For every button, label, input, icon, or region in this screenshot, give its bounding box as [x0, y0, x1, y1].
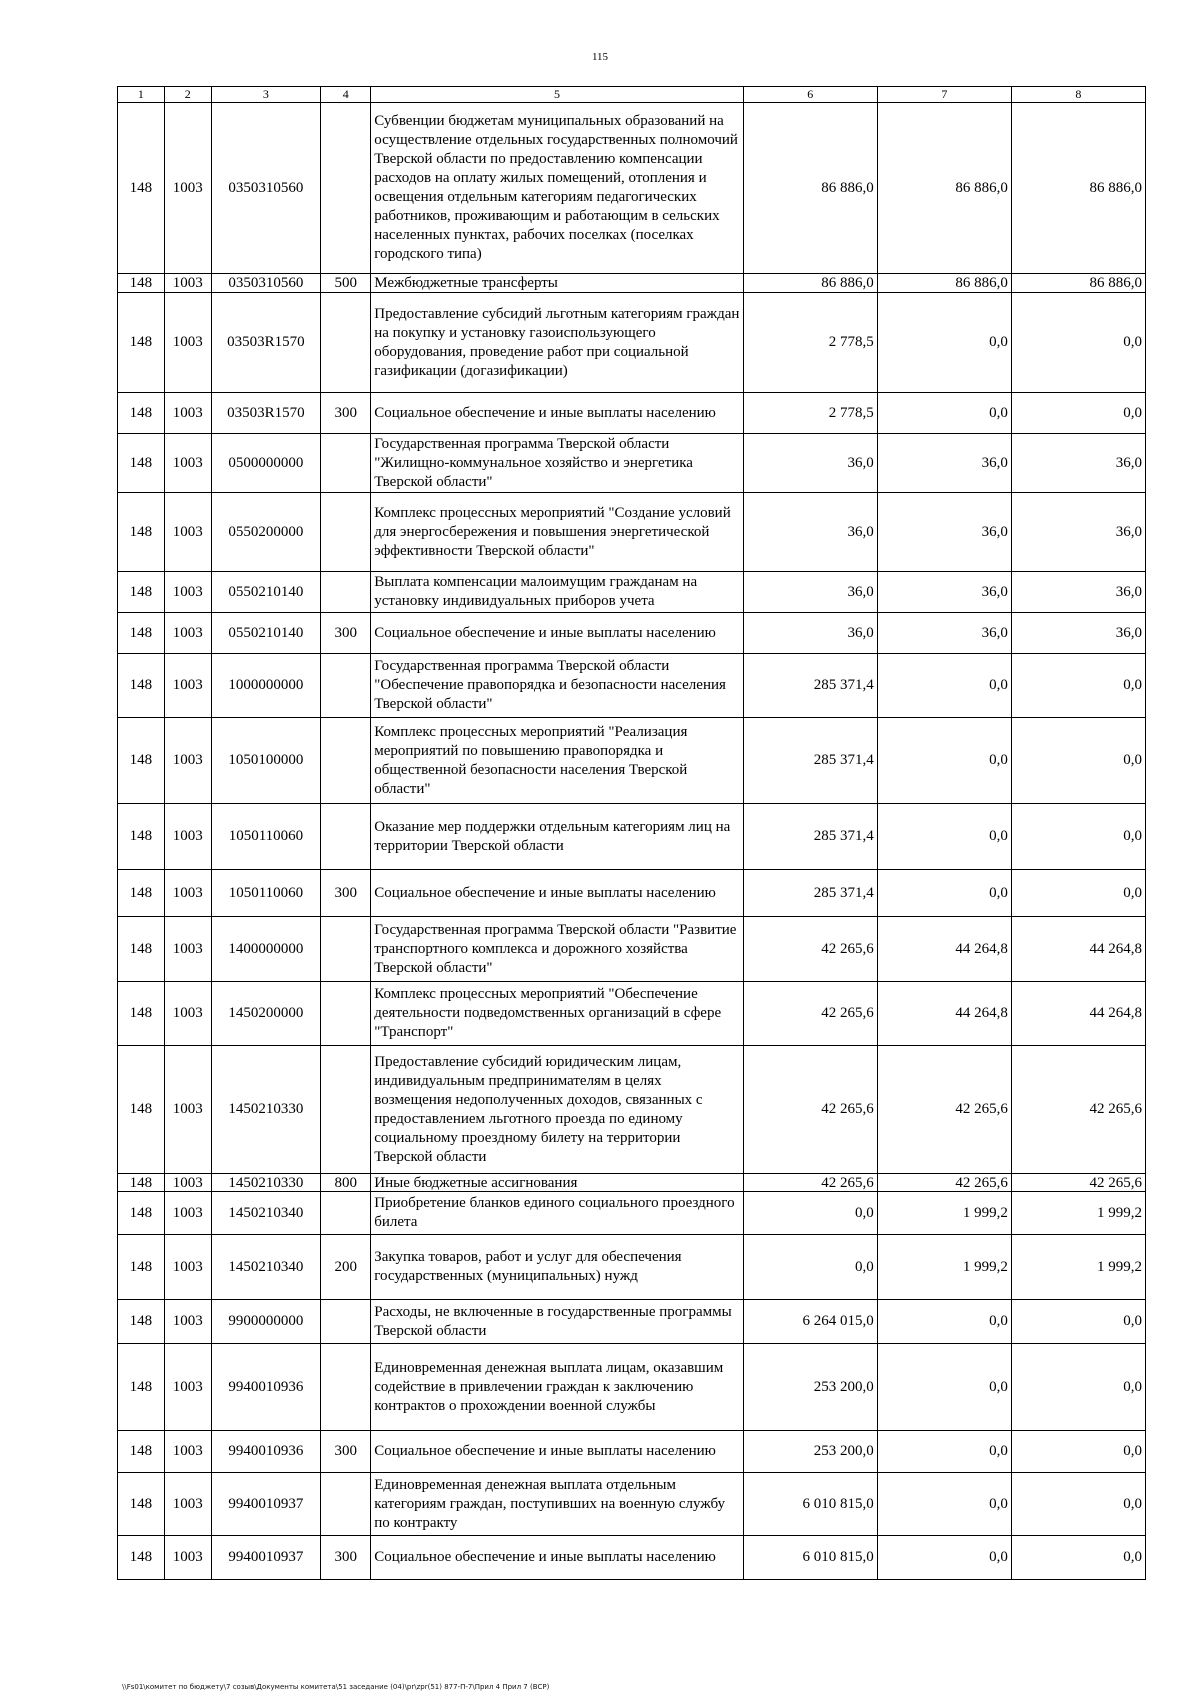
cell-amount-3: 86 886,0 [1011, 103, 1145, 274]
cell-amount-3: 0,0 [1011, 293, 1145, 393]
cell-amount-3: 0,0 [1011, 870, 1145, 917]
table-row [118, 1235, 1146, 1300]
cell-amount-2: 0,0 [877, 1300, 1011, 1344]
cell-description: Социальное обеспечение и иные выплаты населению [371, 1536, 743, 1580]
budget-table [117, 86, 1146, 1580]
cell-amount-2: 44 264,8 [877, 982, 1011, 1046]
cell-amount-1: 285 371,4 [743, 654, 877, 718]
cell-amount-1: 42 265,6 [743, 1046, 877, 1174]
cell-expense-type [321, 982, 371, 1046]
table-row [118, 654, 1146, 718]
cell-description: Единовременная денежная выплата лицам, оказавшим содействие в привлечении граждан к заключению контрактов о прохождении военной службы [371, 1344, 743, 1431]
cell-expense-type: 300 [321, 1536, 371, 1580]
table-row [118, 613, 1146, 654]
cell-target-article: 0550200000 [211, 493, 321, 572]
cell-target-article: 1450210340 [211, 1192, 321, 1235]
cell-description: Расходы, не включенные в государственные программы Тверской области [371, 1300, 743, 1344]
cell-ministry: 148 [118, 1235, 165, 1300]
cell-ministry: 148 [118, 1046, 165, 1174]
cell-amount-2: 0,0 [877, 804, 1011, 870]
cell-target-article: 1450210330 [211, 1046, 321, 1174]
cell-amount-1: 253 200,0 [743, 1344, 877, 1431]
cell-ministry: 148 [118, 718, 165, 804]
cell-amount-2: 1 999,2 [877, 1192, 1011, 1235]
cell-description: Иные бюджетные ассигнования [371, 1174, 743, 1192]
cell-description: Выплата компенсации малоимущим гражданам на установку индивидуальных приборов учета [371, 572, 743, 613]
cell-target-article: 1050100000 [211, 718, 321, 804]
cell-amount-1: 36,0 [743, 493, 877, 572]
table-row [118, 982, 1146, 1046]
cell-target-article: 9940010937 [211, 1536, 321, 1580]
page-number: 115 [591, 51, 609, 63]
cell-amount-1: 6 264 015,0 [743, 1300, 877, 1344]
cell-expense-type [321, 1344, 371, 1431]
cell-description: Межбюджетные трансферты [371, 274, 743, 293]
cell-section: 1003 [164, 103, 211, 274]
cell-ministry: 148 [118, 393, 165, 434]
cell-amount-1: 86 886,0 [743, 103, 877, 274]
cell-description: Приобретение бланков единого социального проездного билета [371, 1192, 743, 1235]
cell-amount-2: 44 264,8 [877, 917, 1011, 982]
cell-target-article: 9940010937 [211, 1473, 321, 1536]
cell-ministry: 148 [118, 434, 165, 493]
table-row [118, 804, 1146, 870]
cell-section: 1003 [164, 1235, 211, 1300]
cell-section: 1003 [164, 917, 211, 982]
cell-section: 1003 [164, 393, 211, 434]
column-header: 6 [743, 87, 877, 103]
cell-expense-type: 300 [321, 393, 371, 434]
table-row [118, 1046, 1146, 1174]
table-row [118, 1174, 1146, 1192]
cell-amount-2: 0,0 [877, 654, 1011, 718]
column-header: 4 [321, 87, 371, 103]
cell-section: 1003 [164, 654, 211, 718]
cell-amount-3: 36,0 [1011, 434, 1145, 493]
cell-section: 1003 [164, 434, 211, 493]
column-header: 1 [118, 87, 165, 103]
cell-amount-2: 1 999,2 [877, 1235, 1011, 1300]
cell-amount-1: 0,0 [743, 1235, 877, 1300]
cell-ministry: 148 [118, 103, 165, 274]
cell-description: Субвенции бюджетам муниципальных образований на осуществление отдельных государственных полномочий Тверской области по предоставлению компенсации расходов на оплату жилых помещений, отопления и освещения отдельным категориям педагогических работников, проживающим и работающим в сельских населенных пунктах, рабочих поселках (поселках городского типа) [371, 103, 743, 274]
table-row [118, 1192, 1146, 1235]
cell-description: Оказание мер поддержки отдельным категориям лиц на территории Тверской области [371, 804, 743, 870]
cell-expense-type: 300 [321, 613, 371, 654]
column-header: 5 [371, 87, 743, 103]
cell-expense-type [321, 493, 371, 572]
cell-amount-2: 0,0 [877, 1344, 1011, 1431]
table-row [118, 434, 1146, 493]
cell-expense-type: 300 [321, 1431, 371, 1473]
cell-amount-3: 36,0 [1011, 493, 1145, 572]
cell-description: Государственная программа Тверской области "Жилищно-коммунальное хозяйство и энергетика Тверской области" [371, 434, 743, 493]
cell-amount-1: 285 371,4 [743, 718, 877, 804]
cell-amount-3: 44 264,8 [1011, 917, 1145, 982]
cell-ministry: 148 [118, 493, 165, 572]
cell-description: Закупка товаров, работ и услуг для обеспечения государственных (муниципальных) нужд [371, 1235, 743, 1300]
cell-amount-1: 36,0 [743, 572, 877, 613]
table-row [118, 917, 1146, 982]
header-row [118, 87, 1146, 103]
cell-amount-3: 86 886,0 [1011, 274, 1145, 293]
cell-target-article: 1400000000 [211, 917, 321, 982]
cell-amount-3: 0,0 [1011, 1536, 1145, 1580]
cell-description: Социальное обеспечение и иные выплаты населению [371, 613, 743, 654]
cell-section: 1003 [164, 1046, 211, 1174]
cell-amount-3: 1 999,2 [1011, 1192, 1145, 1235]
cell-ministry: 148 [118, 982, 165, 1046]
cell-ministry: 148 [118, 613, 165, 654]
table-row [118, 1344, 1146, 1431]
cell-expense-type [321, 293, 371, 393]
cell-amount-1: 6 010 815,0 [743, 1473, 877, 1536]
cell-amount-1: 285 371,4 [743, 804, 877, 870]
cell-target-article: 9940010936 [211, 1344, 321, 1431]
table-row [118, 1536, 1146, 1580]
cell-ministry: 148 [118, 1192, 165, 1235]
cell-expense-type [321, 718, 371, 804]
cell-ministry: 148 [118, 654, 165, 718]
cell-expense-type [321, 103, 371, 274]
cell-amount-1: 42 265,6 [743, 917, 877, 982]
cell-description: Предоставление субсидий льготным категориям граждан на покупку и установку газоиспользующего оборудования, проведение работ при социальной газификации (догазификации) [371, 293, 743, 393]
cell-amount-3: 0,0 [1011, 718, 1145, 804]
cell-amount-2: 86 886,0 [877, 274, 1011, 293]
cell-expense-type [321, 1046, 371, 1174]
cell-amount-2: 42 265,6 [877, 1174, 1011, 1192]
cell-target-article: 1450210330 [211, 1174, 321, 1192]
cell-section: 1003 [164, 1192, 211, 1235]
cell-target-article: 03503R1570 [211, 393, 321, 434]
cell-amount-2: 0,0 [877, 393, 1011, 434]
cell-amount-1: 42 265,6 [743, 1174, 877, 1192]
cell-section: 1003 [164, 274, 211, 293]
cell-ministry: 148 [118, 804, 165, 870]
cell-ministry: 148 [118, 1300, 165, 1344]
cell-expense-type [321, 804, 371, 870]
table-row [118, 103, 1146, 274]
cell-amount-2: 36,0 [877, 434, 1011, 493]
cell-description: Комплекс процессных мероприятий "Реализация мероприятий по повышению правопорядка и общественной безопасности населения Тверской области" [371, 718, 743, 804]
cell-target-article: 1050110060 [211, 870, 321, 917]
cell-target-article: 0550210140 [211, 572, 321, 613]
cell-description: Единовременная денежная выплата отдельным категориям граждан, поступивших на военную службу по контракту [371, 1473, 743, 1536]
cell-description: Государственная программа Тверской области "Обеспечение правопорядка и безопасности населения Тверской области" [371, 654, 743, 718]
cell-amount-1: 86 886,0 [743, 274, 877, 293]
cell-target-article: 0550210140 [211, 613, 321, 654]
cell-description: Социальное обеспечение и иные выплаты населению [371, 1431, 743, 1473]
cell-ministry: 148 [118, 1174, 165, 1192]
cell-section: 1003 [164, 1473, 211, 1536]
cell-expense-type [321, 1300, 371, 1344]
cell-amount-1: 36,0 [743, 613, 877, 654]
cell-description: Социальное обеспечение и иные выплаты населению [371, 870, 743, 917]
cell-amount-2: 42 265,6 [877, 1046, 1011, 1174]
cell-ministry: 148 [118, 274, 165, 293]
cell-amount-2: 36,0 [877, 493, 1011, 572]
cell-target-article: 9900000000 [211, 1300, 321, 1344]
table-row [118, 718, 1146, 804]
cell-amount-1: 2 778,5 [743, 393, 877, 434]
cell-target-article: 03503R1570 [211, 293, 321, 393]
cell-amount-3: 0,0 [1011, 804, 1145, 870]
table-row [118, 870, 1146, 917]
cell-section: 1003 [164, 613, 211, 654]
cell-expense-type: 500 [321, 274, 371, 293]
cell-expense-type: 300 [321, 870, 371, 917]
cell-target-article: 9940010936 [211, 1431, 321, 1473]
cell-description: Предоставление субсидий юридическим лицам, индивидуальным предпринимателям в целях возмещения недополученных доходов, связанных с предоставлением льготного проезда по единому социальному проездному билету на территории Тверской области [371, 1046, 743, 1174]
cell-ministry: 148 [118, 870, 165, 917]
table-row [118, 293, 1146, 393]
cell-amount-1: 285 371,4 [743, 870, 877, 917]
cell-amount-3: 0,0 [1011, 393, 1145, 434]
cell-target-article: 1050110060 [211, 804, 321, 870]
cell-section: 1003 [164, 1174, 211, 1192]
cell-amount-2: 86 886,0 [877, 103, 1011, 274]
column-header: 8 [1011, 87, 1145, 103]
column-header: 2 [164, 87, 211, 103]
cell-target-article: 0350310560 [211, 103, 321, 274]
table-header [118, 87, 1146, 103]
cell-amount-3: 42 265,6 [1011, 1174, 1145, 1192]
table-row [118, 393, 1146, 434]
cell-expense-type [321, 572, 371, 613]
table-row [118, 274, 1146, 293]
cell-amount-1: 6 010 815,0 [743, 1536, 877, 1580]
cell-description: Комплекс процессных мероприятий "Создание условий для энергосбережения и повышения энергетической эффективности Тверской области" [371, 493, 743, 572]
cell-amount-3: 0,0 [1011, 1300, 1145, 1344]
cell-expense-type [321, 434, 371, 493]
cell-amount-3: 0,0 [1011, 1431, 1145, 1473]
cell-amount-3: 0,0 [1011, 1344, 1145, 1431]
footer-file-path: \\Fs01\комитет по бюджету\7 созыв\Документы комитета\51 заседание (04)\pr\zpr(51) 877-П-7\Прил 4 Прил 7 (ВСР) [122, 1683, 550, 1691]
cell-description: Социальное обеспечение и иные выплаты населению [371, 393, 743, 434]
cell-amount-3: 0,0 [1011, 654, 1145, 718]
table-row [118, 1431, 1146, 1473]
cell-amount-3: 0,0 [1011, 1473, 1145, 1536]
cell-section: 1003 [164, 572, 211, 613]
cell-expense-type [321, 1192, 371, 1235]
cell-ministry: 148 [118, 1473, 165, 1536]
cell-amount-1: 36,0 [743, 434, 877, 493]
column-header: 3 [211, 87, 321, 103]
cell-section: 1003 [164, 493, 211, 572]
cell-amount-2: 36,0 [877, 572, 1011, 613]
cell-amount-3: 36,0 [1011, 613, 1145, 654]
cell-amount-2: 0,0 [877, 870, 1011, 917]
cell-section: 1003 [164, 1431, 211, 1473]
cell-target-article: 0500000000 [211, 434, 321, 493]
cell-section: 1003 [164, 982, 211, 1046]
table-row [118, 572, 1146, 613]
table-row [118, 493, 1146, 572]
cell-ministry: 148 [118, 572, 165, 613]
cell-expense-type: 800 [321, 1174, 371, 1192]
cell-expense-type [321, 917, 371, 982]
cell-ministry: 148 [118, 1431, 165, 1473]
cell-section: 1003 [164, 1300, 211, 1344]
cell-section: 1003 [164, 1536, 211, 1580]
table-row [118, 1473, 1146, 1536]
cell-section: 1003 [164, 804, 211, 870]
cell-amount-1: 2 778,5 [743, 293, 877, 393]
cell-expense-type: 200 [321, 1235, 371, 1300]
cell-amount-2: 36,0 [877, 613, 1011, 654]
cell-target-article: 1000000000 [211, 654, 321, 718]
cell-amount-2: 0,0 [877, 293, 1011, 393]
cell-amount-1: 0,0 [743, 1192, 877, 1235]
cell-expense-type [321, 1473, 371, 1536]
column-header: 7 [877, 87, 1011, 103]
cell-target-article: 1450200000 [211, 982, 321, 1046]
cell-amount-2: 0,0 [877, 1431, 1011, 1473]
cell-amount-1: 253 200,0 [743, 1431, 877, 1473]
cell-amount-2: 0,0 [877, 1536, 1011, 1580]
cell-description: Комплекс процессных мероприятий "Обеспечение деятельности подведомственных организаций в сфере "Транспорт" [371, 982, 743, 1046]
cell-section: 1003 [164, 718, 211, 804]
cell-section: 1003 [164, 870, 211, 917]
cell-description: Государственная программа Тверской области "Развитие транспортного комплекса и дорожного хозяйства Тверской области" [371, 917, 743, 982]
cell-target-article: 0350310560 [211, 274, 321, 293]
cell-section: 1003 [164, 293, 211, 393]
cell-amount-3: 1 999,2 [1011, 1235, 1145, 1300]
cell-amount-3: 36,0 [1011, 572, 1145, 613]
cell-target-article: 1450210340 [211, 1235, 321, 1300]
cell-ministry: 148 [118, 1344, 165, 1431]
cell-amount-1: 42 265,6 [743, 982, 877, 1046]
cell-amount-3: 42 265,6 [1011, 1046, 1145, 1174]
cell-ministry: 148 [118, 1536, 165, 1580]
cell-ministry: 148 [118, 917, 165, 982]
cell-section: 1003 [164, 1344, 211, 1431]
table-row [118, 1300, 1146, 1344]
cell-amount-2: 0,0 [877, 1473, 1011, 1536]
cell-amount-3: 44 264,8 [1011, 982, 1145, 1046]
cell-expense-type [321, 654, 371, 718]
cell-amount-2: 0,0 [877, 718, 1011, 804]
cell-ministry: 148 [118, 293, 165, 393]
